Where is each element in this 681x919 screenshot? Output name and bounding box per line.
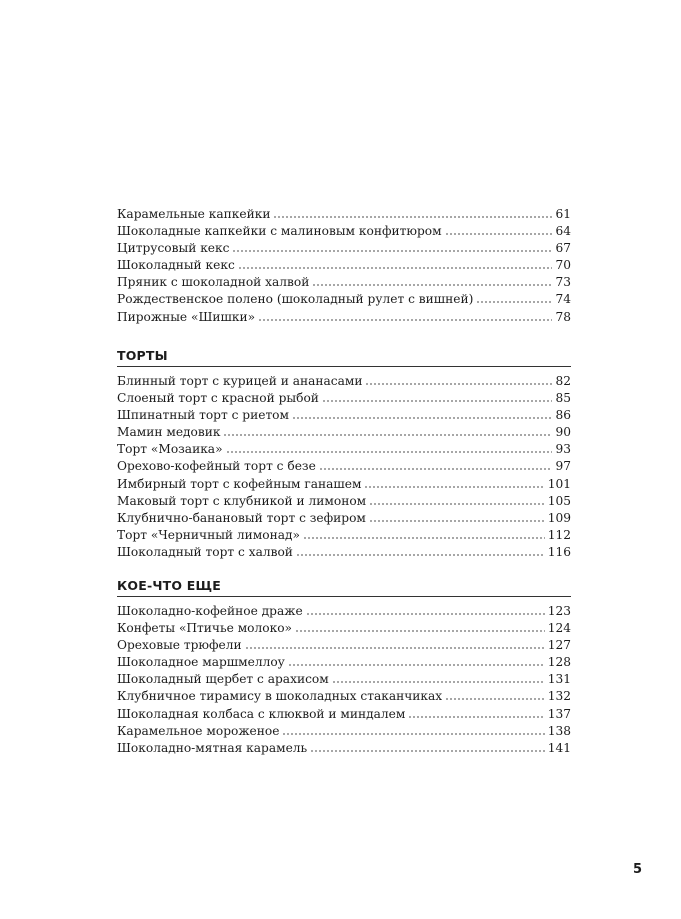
toc-entry-page: 128 [547,655,571,670]
toc-entry-title: Маковый торт с клубникой и лимоном [117,493,367,508]
toc-entry [117,510,571,527]
toc-entry [117,723,571,740]
toc-entry [117,373,571,390]
toc-entry-page: 97 [555,459,571,474]
dot-leader [273,216,552,218]
dot-leader [245,647,545,649]
toc-entry-page: 93 [555,442,571,457]
toc-entry [117,637,571,654]
toc-entry-title: Рождественское полено (шоколадный рулет с вишней) [117,292,474,307]
dot-leader [258,319,552,321]
toc-entry-page: 138 [547,723,571,738]
toc-entry-page: 82 [555,374,571,388]
toc-entry-page: 105 [547,493,571,508]
section-heading: ТОРТЫ [117,348,571,367]
toc-entry [117,291,571,308]
toc-entry [117,441,571,458]
toc-entry-page: 101 [547,476,571,491]
toc-entry-page: 116 [547,544,571,559]
toc-entry [117,527,571,544]
toc-entry-title: Шоколадные капкейки с малиновым конфитюром [117,224,442,239]
dot-leader [310,750,545,752]
toc-entry-title: Слоеный торт с красной рыбой [117,391,319,406]
toc-entry-title: Карамельные капкейки [117,207,271,221]
toc-entry-title: Блинный торт с курицей и ананасами [117,374,363,388]
toc-entry [117,309,571,326]
toc-entry-page: 61 [555,207,571,221]
toc-entry [117,654,571,671]
toc-entry [117,493,571,510]
toc-entry-title: Мамин медовик [117,425,221,440]
toc-entry [117,740,571,757]
toc-entry-page: 73 [555,275,571,290]
toc-section-cakes [117,348,571,561]
dot-leader [303,537,545,539]
dot-leader [332,681,545,683]
toc-entry-title: Клубничное тирамису в шоколадных стаканчиках [117,689,443,704]
toc-entry-title: Торт «Черничный лимонад» [117,527,300,542]
toc-entry-page: 74 [555,292,571,307]
toc-entry [117,458,571,475]
toc-entry-title: Шоколадно-кофейное драже [117,604,303,618]
dot-leader [238,267,553,269]
toc-entry-title: Шоколадное маршмеллоу [117,655,285,670]
toc-entry-title: Орехово-кофейный торт с безе [117,459,316,474]
toc-entry-page: 67 [555,241,571,256]
toc-entry-page: 132 [547,689,571,704]
dot-leader [476,301,552,303]
toc-entry-page: 64 [555,224,571,239]
dot-leader [319,468,553,470]
dot-leader [296,554,545,556]
toc-entry-page: 86 [555,408,571,423]
dot-leader [295,630,545,632]
toc-entry-page: 127 [547,638,571,653]
toc-entry [117,688,571,705]
page-number: 5 [633,862,643,877]
toc-entry [117,544,571,561]
toc-entry-title: Шпинатный торт с риетом [117,408,289,423]
dot-leader [445,698,545,700]
dot-leader [312,284,552,286]
toc-entry-page: 112 [547,527,571,542]
dot-leader [226,451,553,453]
toc-entry [117,240,571,257]
toc-entry [117,257,571,274]
toc-entry-title: Шоколадная колбаса с клюквой и миндалем [117,706,406,721]
toc-entry-title: Пирожные «Шишки» [117,309,256,324]
toc-entry-page: 141 [547,740,571,755]
toc-entry [117,620,571,637]
dot-leader [306,613,545,615]
dot-leader [232,250,552,252]
toc-entry-page: 131 [547,672,571,687]
toc-entry [117,671,571,688]
dot-leader [364,486,544,488]
dot-leader [369,520,545,522]
toc-entry-title: Шоколадно-мятная карамель [117,740,308,755]
toc-entry-page: 123 [547,604,571,618]
toc-entry-title: Ореховые трюфели [117,638,242,653]
toc-entry-title: Конфеты «Птичье молоко» [117,621,292,636]
toc-entry [117,407,571,424]
toc-entry-page: 85 [555,391,571,406]
toc-entry [117,603,571,620]
dot-leader [223,434,552,436]
dot-leader [292,417,552,419]
dot-leader [365,383,552,385]
toc-entry-page: 137 [547,706,571,721]
toc-entry [117,424,571,441]
toc-entry-title: Цитрусовый кекс [117,241,230,256]
toc-entry-title: Шоколадный щербет с арахисом [117,672,329,687]
toc-entry-title: Шоколадный кекс [117,258,235,273]
toc-section-other [117,578,571,757]
toc-entry-page: 109 [547,510,571,525]
toc-entry [117,274,571,291]
toc-entry [117,390,571,407]
toc-entry-title: Торт «Мозаика» [117,442,223,457]
toc-entry-page: 124 [547,621,571,636]
toc-entry-title: Шоколадный торт с халвой [117,544,293,559]
toc-section-desserts [117,206,571,326]
section-heading: КОЕ-ЧТО ЕЩЕ [117,578,571,597]
toc-entry-page: 70 [555,258,571,273]
toc-entry [117,206,571,223]
toc-entry [117,223,571,240]
toc-entry-title: Пряник с шоколадной халвой [117,275,310,290]
toc-entry-title: Карамельное мороженое [117,723,280,738]
toc-entry [117,706,571,723]
dot-leader [282,733,544,735]
dot-leader [408,716,544,718]
dot-leader [322,400,553,402]
dot-leader [288,664,545,666]
toc-entry [117,476,571,493]
toc-entry-title: Клубнично-банановый торт с зефиром [117,510,366,525]
toc-entry-page: 90 [555,425,571,440]
dot-leader [445,233,553,235]
toc-entry-page: 78 [555,309,571,324]
toc-entry-title: Имбирный торт с кофейным ганашем [117,476,362,491]
dot-leader [369,503,545,505]
